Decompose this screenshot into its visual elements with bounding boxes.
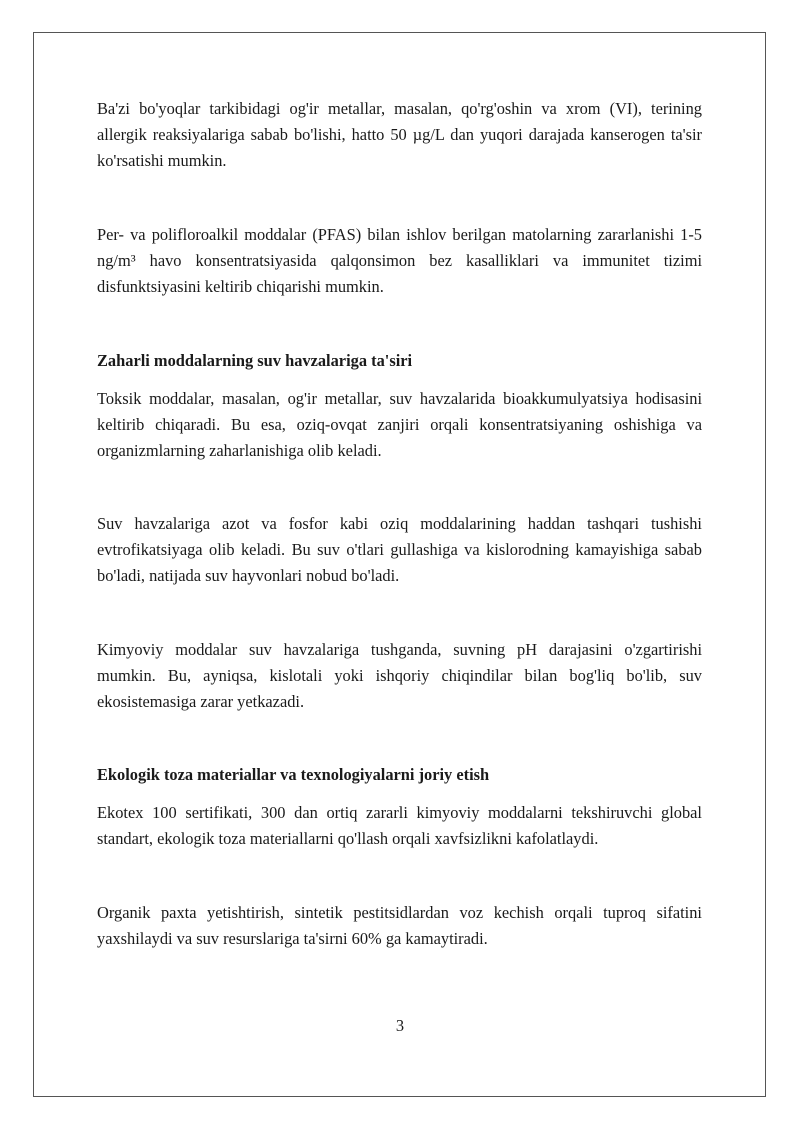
document-body [97,96,702,952]
paragraph-bioaccumulation: Toksik moddalar, masalan, og'ir metallar, suv havzalarida bioakkumulyatsiya hodisasini keltirib chiqaradi. Bu esa, oziq-ovqat zanjiri orqali konsentratsiyaning oshishiga va organizmlarning zaharlanishiga olib keladi. [97,389,702,460]
section-heading-water-impact: Zaharli moddalarning suv havzalariga ta'siri [97,351,413,370]
paragraph-pfas: Per- va polifloroalkil moddalar (PFAS) bilan ishlov berilgan matolarning zararlanishi 1-5 ng/m³ havo konsentratsiyasida qalqonsimon bez kasalliklari va immunitet tizimi disfunktsiyasini keltirib chiqarishi mumkin. [97,225,702,296]
paragraph-organic-cotton: Organik paxta yetishtirish, sintetik pestitsidlardan voz kechish orqali tuproq sifatini yaxshilaydi va suv resurslariga ta'sirni 60% ga kamaytiradi. [97,903,702,948]
paragraph-heavy-metals-dyes: Ba'zi bo'yoqlar tarkibidagi og'ir metallar, masalan, qo'rg'oshin va xrom (VI), terining allergik reaksiyalariga sabab bo'lishi, hatto 50 µg/L dan yuqori darajada kanserogen ta'sir ko'rsatishi mumkin. [97,99,702,170]
paragraph-oekotex: Ekotex 100 sertifikati, 300 dan ortiq zararli kimyoviy moddalarni tekshiruvchi global standart, ekologik toza materiallarni qo'llash orqali xavfsizlikni kafolatlaydi. [97,803,702,848]
paragraph-ph-change: Kimyoviy moddalar suv havzalariga tushganda, suvning pH darajasini o'zgartirishi mumkin. Bu, ayniqsa, kislotali yoki ishqoriy chiqindilar bilan bog'liq bo'lib, suv ekosistemasiga zarar yetkazadi. [97,640,702,711]
paragraph-eutrophication: Suv havzalariga azot va fosfor kabi oziq moddalarining haddan tashqari tushishi evtrofikatsiyaga olib keladi. Bu suv o'tlari gullashiga va kislorodning kamayishiga sabab bo'ladi, natijada suv hayvonlari nobud bo'ladi. [97,514,702,585]
section-heading-eco-materials: Ekologik toza materiallar va texnologiyalarni joriy etish [97,765,490,784]
page-number: 3 [395,1016,405,1035]
